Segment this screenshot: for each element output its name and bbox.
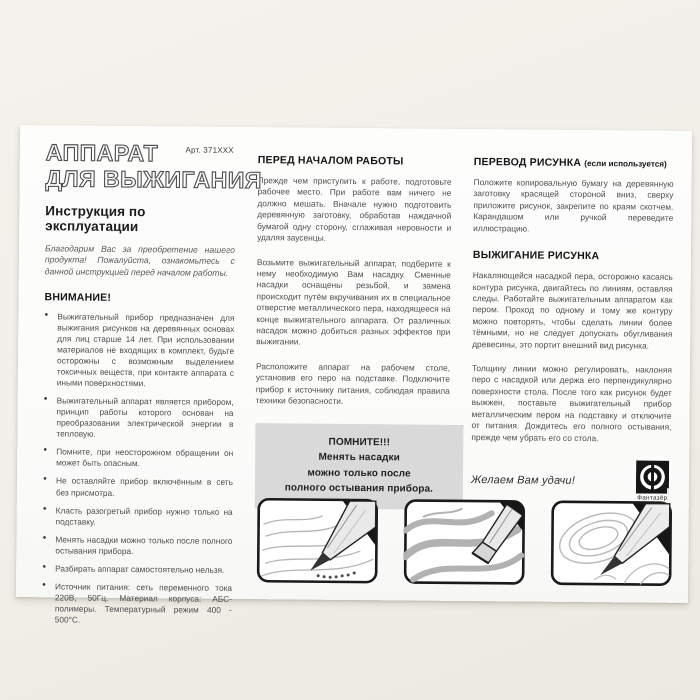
attention-item: ● Класть разогретый прибор нужно только на подставку.: [43, 505, 233, 529]
burning-pen-thin-strokes-icon: [256, 497, 379, 584]
attention-heading: ВНИМАНИЕ!: [44, 291, 112, 304]
title-block: [45, 139, 262, 193]
product-title-line2: ДЛЯ ВЫЖИГАНИЯ: [45, 165, 262, 193]
attention-item: ● Выжигательный аппарат является прибором, принцип работы которого основан на преобразовании электрической энергии в тепловую.: [43, 396, 233, 442]
remember-warning-box: ПОМНИТЕ!!! Менять насадки можно только после полного остывания прибора.: [255, 423, 464, 510]
transfer-heading-note: (если используется): [584, 159, 667, 169]
illustration-pen-oval-lines: [550, 500, 673, 587]
brand-name: Фантазёр: [637, 494, 668, 502]
attention-item: ● Источник питания: сеть переменного тока 220В, 50Гц. Материал корпуса: АБС-полимеры. Температурный режим 400 - 500°С.: [42, 581, 232, 627]
attention-item: ● Разбирать аппарат самостоятельно нельзя.: [42, 563, 232, 576]
burning-pen-thick-strokes-icon: [403, 498, 526, 585]
attention-item: ● Помните, при неосторожном обращении он может быть опасным.: [43, 447, 233, 471]
fantazer-logo-icon: [636, 460, 669, 493]
footer-row: [471, 459, 671, 502]
attention-item: ● Не оставляйте прибор включённым в сеть без присмотра.: [43, 476, 233, 500]
product-title-line1: АППАРАТ: [45, 139, 159, 167]
intro-note: Благодарим Вас за преобретение нашего продукта! Пожалуйста, ознакомьтесь с данной инструкцией перед началом работы.: [44, 242, 236, 279]
burning-heading: ВЫЖИГАНИЕ РИСУНКА: [472, 249, 600, 263]
brand-logo-block: [636, 460, 669, 501]
column-left: [42, 139, 262, 633]
before-start-paragraph: Расположите аппарат на рабочем столе, установив его перо на подставке. Подключите прибор к источнику питания, соблюдая правила техники безопасности.: [255, 361, 451, 407]
transfer-heading: [474, 156, 674, 170]
illustration-pen-thick-lines: [403, 498, 526, 585]
before-start-paragraph: Прежде чем приступить к работе, подготовьте рабочее место. При работе вам ничего не должно мешать. Вначале нужно подготовить деревянную заготовку, обработав наждачной бумагой одну сторону, сглаживая неровности и удаляя заусенцы.: [257, 175, 452, 243]
burning-paragraph: Толщину линии можно регулировать, наклоняя перо с насадкой или держа его перпендикулярно поверхности стола. После того как рисунок будет выжжен, поставьте выжигательный прибор металлическим пером на подставку и отключите от питания. Дождитесь его полного остывания, прежде чем убрать его со стола.: [471, 363, 673, 443]
illustration-pen-thin-lines: [256, 497, 379, 584]
illustration-strip: [256, 497, 673, 587]
attention-item: ● Выжигательный прибор предназначен для выжигания рисунков на деревянных основах для лиц старше 14 лет. При использовании материалов не входящих в комплект, будьте осторожны с возможным выделением токсичных веществ, при контакте аппарата с иными поверхностями.: [44, 311, 235, 390]
instruction-sheet: [16, 125, 692, 625]
transfer-paragraph: Положите копировальную бумагу на деревянную заготовку красящей стороной вниз, сверху приложите рисунок, закрепите по краям скотчем. Карандашом или ручкой переведите иллюстрацию.: [473, 177, 674, 234]
article-number: Арт. 371XXX: [185, 145, 234, 155]
manual-subtitle: Инструкция по эксплуатации: [45, 202, 146, 234]
attention-list: [42, 311, 235, 626]
burning-pen-oval-strokes-icon: [550, 500, 673, 587]
sheet-content: [16, 125, 692, 625]
good-luck-wish: Желаем Вам удачи!: [470, 473, 576, 487]
burning-paragraph: Накаляющейся насадкой пера, осторожно касаясь контура рисунка, двигайтесь по линиям, оставляя следы. Работайте выжигательным аппаратом как пером. Проход по одному и тому же контуру можно повторять, чтобы сделать линии более тёмными, но не следует допускать обугливания древесины, это портит внешний вид рисунка.: [472, 270, 673, 351]
transfer-heading-text: ПЕРЕВОД РИСУНКА: [473, 156, 582, 169]
before-start-paragraph: Возьмите выжигательный аппарат, подберите к нему необходимую Вам насадку. Сменные насадки оснащены резьбой, и замена происходит путём вкручивания их в специальное отверстие металлического пера, находящееся на конце выжигательного аппарата. От различных насадок можно добиться разных эффектов при выжигании.: [256, 256, 451, 348]
attention-item: ● Менять насадки можно только после полного остывания прибора.: [42, 534, 232, 558]
before-start-heading: ПЕРЕД НАЧАЛОМ РАБОТЫ: [257, 154, 404, 168]
